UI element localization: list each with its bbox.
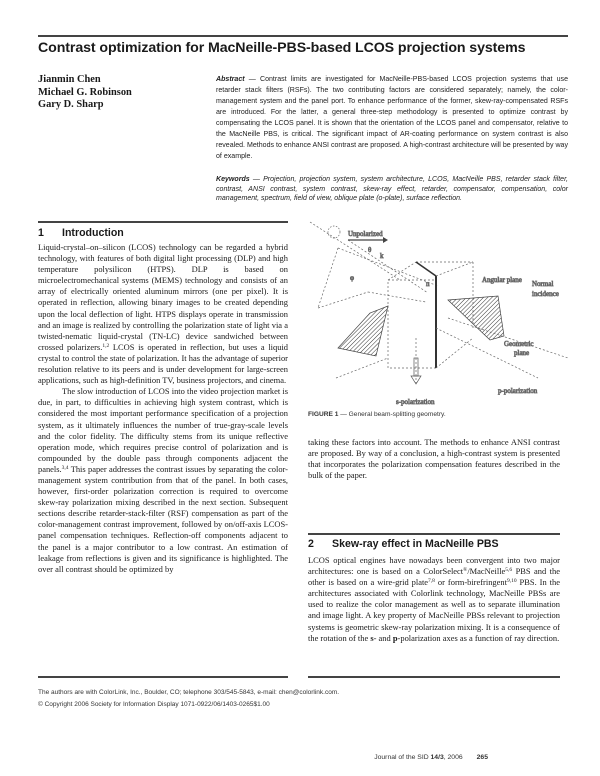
- paragraph: taking these factors into account. The methods to enhance ANSI contrast are proposed. By way of a conclusion, a high-contrast system is presented that incorporates the polarization compensation features described in the bulk of the paper.: [308, 437, 560, 481]
- section-rule: [308, 533, 560, 535]
- figure-caption-text: — General beam-splitting geometry.: [338, 411, 446, 418]
- paragraph-text: or form-birefringent: [434, 577, 507, 588]
- author-list: [38, 74, 132, 112]
- page-folio: [374, 754, 488, 761]
- paragraph-text: /MacNeille: [467, 566, 506, 577]
- figure-label: θ: [368, 246, 372, 254]
- citation: 1,2: [102, 342, 110, 349]
- journal-volume: 14/3: [430, 754, 444, 761]
- figure-1-diagram: [308, 218, 584, 406]
- abstract: [216, 74, 568, 162]
- section-number: 2: [308, 538, 314, 550]
- figure-label: k: [380, 252, 384, 260]
- author-affiliation: The authors are with ColorLink, Inc., Boulder, CO; telephone 303/545-5843, e-mail: chen@colorlink.com.: [38, 689, 340, 696]
- figure-label: n: [426, 280, 430, 288]
- figure-label: incidence: [532, 290, 559, 298]
- figure-label: Geometric: [504, 340, 534, 348]
- keywords-text: Projection, projection system, system architecture, LCOS, MacNeille PBS, retarder stack filter, contrast, ANSI contrast, system contrast, skew-ray effect, retarder, compensator, compensation, color management, spectrum, field of view, oblique plate (o-plate), surface reflection.: [216, 176, 568, 202]
- figure-label: Normal: [532, 280, 554, 288]
- section-rule: [38, 221, 288, 223]
- keywords: [216, 175, 568, 204]
- section-title: Skew-ray effect in MacNeille PBS: [332, 538, 499, 550]
- figure-label: plane: [514, 349, 530, 357]
- bold-term: p: [392, 632, 398, 643]
- page-number: 265: [476, 754, 488, 761]
- section-number: 1: [38, 227, 44, 239]
- paragraph-text: PBS. In the architectures associated with Colorlink technology, MacNeille PBSs are used to realize the color management as well as to separate illumination and image light. A key property of MacNeille PBSs relevant to projection systems is geometric skew-ray polarization mixing. It is a consequence of the rotation of the: [308, 577, 560, 643]
- abstract-label: Abstract: [216, 76, 245, 83]
- paragraph: [308, 555, 560, 644]
- author-name: Gary D. Sharp: [38, 99, 104, 110]
- paragraph-text: This paper addresses the contrast issues by separating the color-management system contribution from that of the panel. In both cases, however, first-order polarization correction is required to overcome skew-ray polarization mixing described in the next section. Subsequent sections describe retarder-stack-filter (RSF) compensation as part of the color-management contrast improvement, followed by on/off-axis LCOS-panel compensation techniques. Reflection-off components adjacent to the panel is a major contributor to a low contrast. An estimation of leakage from reflections is given and its significance is highlighted. The over all contrast should be optimized by: [38, 463, 288, 574]
- paragraph-text: Liquid-crystal–on–silicon (LCOS) technology can be regarded a hybrid technology, with features of both digital light processing (DLP) and high temperature polysilicon (HTPS). DLP is based on microelectromechanical systems (MEMS) technology and consists of an array of electrically oriented aluminum mirrors (one per pixel). It is operated in reflection, allowing binary images to be created depending upon the local deflection of light. HTPS displays operate in transmission and an image is realized by controlling the polarization state of light via a twisted-nematic liquid-crystal (TN-LC) device sandwiched between crossed polarizers.: [38, 242, 288, 352]
- paragraph-text: PBS and the other is based on a wire-grid plate: [308, 566, 560, 588]
- keywords-label: Keywords: [216, 176, 250, 183]
- citation: 9,10: [506, 578, 517, 585]
- keywords-dash: —: [249, 176, 264, 183]
- left-column-text: [38, 242, 288, 575]
- figure-label: p-polarization: [498, 387, 538, 395]
- abstract-text: Contrast limits are investigated for MacNeille-PBS-based LCOS projection systems that use retarder stack filters (RSFs). The two contributing factors are considered separately; namely, the color-management system and the panel port. To enhance performance of the former, skew-ray-compensated RSFs are introduced. For the latter, a general three-step methodology is presented to optimize contrast by compensating the LCOS panel. It is shown that the orientation of the LCOS panel and compensator, relative to the MacNeille PBS, is critical. The significant impact of AR-coating performance on system contrast is also revealed. Methods to enhance ANSI contrast are proposed. A high-contrast architecture will be presented by way of example.: [216, 76, 568, 160]
- journal-year: , 2006: [443, 754, 463, 761]
- section-heading-skew-ray: [308, 538, 499, 550]
- figure-label: Angular plane: [482, 276, 522, 284]
- bold-term: s: [370, 632, 374, 643]
- figure-caption: [308, 411, 446, 418]
- citation: 7,8: [428, 578, 435, 585]
- citation: 3,4: [61, 464, 69, 471]
- paragraph-text: The slow introduction of LCOS into the video projection market is due, in part, to difficulties in achieving high system contrast, which is considered the most important performance specification of a projection system, as it ultimately influences the number of true-gray-scale levels and the color fidelity. The difficulty stems from its unique reflective operation mode, which requires precise control of polarization and is compounded by the double pass through components adjacent the panels.: [38, 386, 288, 474]
- footnote: [38, 687, 339, 710]
- paragraph-text: LCOS optical engines have nowadays been convergent into two major architectures: one is based on a ColorSelect: [308, 555, 560, 577]
- right-column-text: [308, 555, 560, 644]
- paragraph-text: - and: [373, 632, 393, 643]
- paragraph-text: LCOS is operated in reflection, but uses a liquid crystal to control the state of polarization. It has the advantage of superior resolution relative to its peers and is under development for large-screen applications, such as high-definition TV, business projectors, and cinema.: [38, 341, 289, 386]
- top-rule: [38, 35, 568, 37]
- abstract-dash: —: [244, 76, 260, 83]
- paragraph-text: -polarization axes as a function of ray direction.: [397, 632, 560, 643]
- figure-label: φ: [350, 274, 355, 282]
- right-column-text-continued: [308, 437, 560, 481]
- paragraph: [38, 242, 288, 386]
- copyright-notice: © Copyright 2006 Society for Information Display 1071-0922/06/1403-0265$1.00: [38, 700, 270, 708]
- journal-name: Journal of the SID: [374, 754, 431, 761]
- figure-label: s-polarization: [396, 398, 435, 406]
- paper-title: Contrast optimization for MacNeille-PBS-based LCOS projection systems: [38, 40, 526, 56]
- column-bottom-rule: [38, 676, 288, 678]
- citation: 5,6: [505, 567, 513, 574]
- figure-label: Unpolarized: [348, 230, 383, 238]
- column-bottom-rule: [308, 676, 560, 678]
- author-name: Jianmin Chen: [38, 74, 101, 85]
- section-title: Introduction: [62, 227, 124, 239]
- paragraph: [38, 386, 288, 575]
- registered-mark: ®: [463, 567, 468, 574]
- author-name: Michael G. Robinson: [38, 86, 132, 98]
- figure-caption-label: FIGURE 1: [308, 411, 339, 418]
- section-heading-introduction: [38, 227, 124, 239]
